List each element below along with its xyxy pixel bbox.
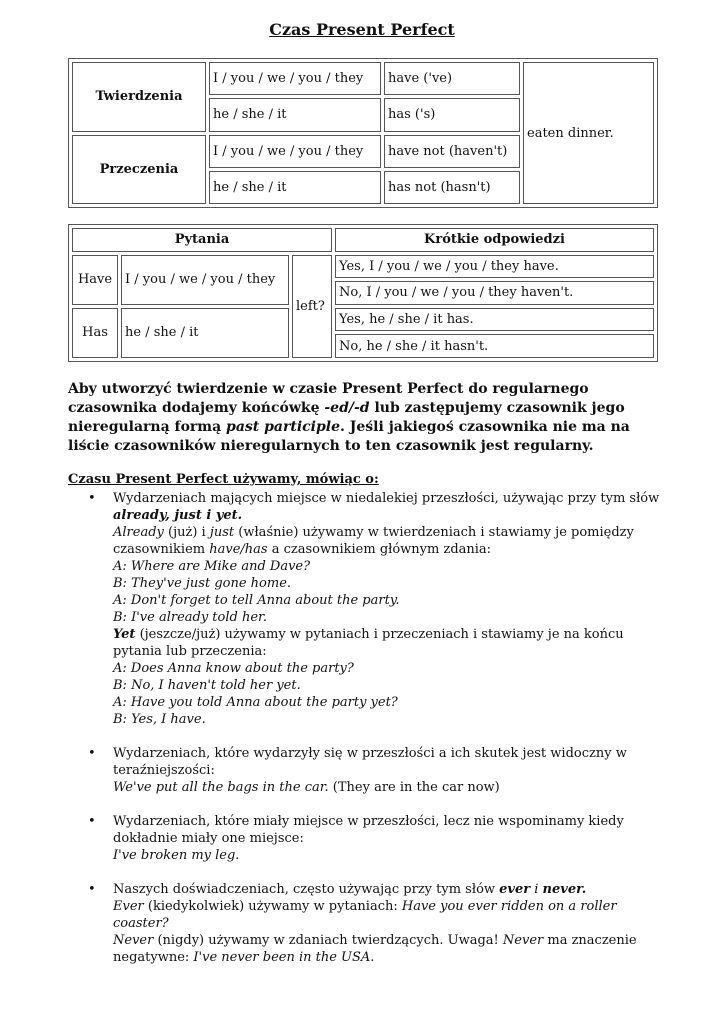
list-item bbox=[88, 745, 668, 796]
list-item bbox=[88, 490, 668, 728]
subject-plural-cell: I / you / we / you / they bbox=[209, 62, 381, 95]
item-text: i bbox=[530, 882, 543, 897]
forms-table bbox=[68, 58, 658, 208]
list-item bbox=[88, 881, 668, 966]
example-line: A: Where are Mike and Dave? bbox=[113, 559, 311, 574]
have-not-cell: have not (haven't) bbox=[384, 135, 520, 168]
answers-header: Krótkie odpowiedzi bbox=[335, 228, 654, 252]
rule-text: lub zastępujemy czasownik jego nieregularną formą bbox=[68, 400, 625, 435]
usage-list bbox=[88, 490, 668, 966]
item-text: Naszych doświadczeniach, często używając przy tym słów bbox=[113, 882, 500, 897]
already-explanation bbox=[113, 524, 668, 558]
item-text: (właśnie) używamy w twierdzeniach i stawiamy je pomiędzy czasownikiem bbox=[113, 525, 634, 557]
subject-singular-cell: he / she / it bbox=[121, 308, 289, 358]
item-text: Wydarzeniach, które wydarzyły się w przeszłości a ich skutek jest widoczny w teraźniejszości: bbox=[113, 746, 627, 778]
example-line: B: They've just gone home. bbox=[113, 576, 292, 591]
twierdzenia-label: Twierdzenia bbox=[72, 62, 206, 132]
example-line: I've broken my leg. bbox=[113, 848, 240, 863]
keywords-text: already, just i yet. bbox=[113, 508, 243, 523]
never-word: Never bbox=[113, 933, 154, 948]
example-line: A: Does Anna know about the party? bbox=[113, 661, 354, 676]
example-line bbox=[113, 779, 668, 796]
przeczenia-label: Przeczenia bbox=[72, 135, 206, 205]
item-text: (kiedykolwiek) używamy w pytaniach: bbox=[143, 899, 402, 914]
has-not-cell: has not (hasn't) bbox=[384, 171, 520, 204]
rule-paragraph bbox=[68, 380, 668, 456]
example-line: B: No, I haven't told her yet. bbox=[113, 678, 301, 693]
subject-plural-cell: I / you / we / you / they bbox=[209, 135, 381, 168]
example-text: We've put all the bags in the car. bbox=[113, 780, 329, 795]
ending-text: -ed/-d bbox=[324, 400, 370, 416]
questions-header: Pytania bbox=[72, 228, 332, 252]
example-line: A: Don't forget to tell Anna about the party. bbox=[113, 593, 400, 608]
ever-keyword: ever bbox=[499, 882, 531, 897]
example-text: I've never been in the USA. bbox=[193, 950, 375, 965]
answer-cell: No, he / she / it hasn't. bbox=[335, 334, 654, 358]
already-word: Already bbox=[113, 525, 164, 540]
rule-text: . Jeśli jakiegoś czasownika nie ma na liście czasowników nieregularnych to ten czasownik jest regularny. bbox=[68, 419, 630, 454]
item-text: a czasownikiem głównym zdania: bbox=[267, 542, 492, 557]
subject-plural-cell: I / you / we / you / they bbox=[121, 255, 289, 305]
answer-cell: Yes, he / she / it has. bbox=[335, 308, 654, 332]
never-word: Never bbox=[502, 933, 544, 948]
bullet-icon: • bbox=[88, 882, 96, 897]
item-text: (nigdy) używamy w zdaniach twierdzących. Uwaga! bbox=[153, 933, 503, 948]
ever-explanation bbox=[113, 898, 668, 932]
past-participle-text: past participle bbox=[226, 419, 341, 435]
answer-cell: Yes, I / you / we / you / they have. bbox=[335, 255, 654, 279]
example-text: Have you ever ridden on a roller coaster? bbox=[113, 899, 617, 931]
subject-singular-cell: he / she / it bbox=[209, 171, 381, 204]
bullet-icon: • bbox=[88, 814, 96, 829]
answer-cell: No, I / you / we / you / they haven't. bbox=[335, 281, 654, 305]
item-text: (już) i bbox=[163, 525, 210, 540]
have-has-word: have/has bbox=[209, 542, 268, 557]
note-text: (They are in the car now) bbox=[328, 780, 500, 795]
item-text: (jeszcze/już) używamy w pytaniach i przeczeniach i stawiamy je na końcu pytania lub przeczenia: bbox=[113, 627, 624, 659]
yet-explanation bbox=[113, 626, 668, 660]
object-cell: eaten dinner. bbox=[523, 62, 654, 204]
have-cell: Have bbox=[72, 255, 118, 305]
item-text: Wydarzeniach, które miały miejsce w przeszłości, lecz nie wspominamy kiedy dokładnie miały one miejsce: bbox=[113, 814, 624, 846]
example-line: B: Yes, I have. bbox=[113, 712, 206, 727]
has-s-cell: has ('s) bbox=[384, 98, 520, 131]
page-title: Czas Present Perfect bbox=[269, 20, 455, 39]
have-ve-cell: have ('ve) bbox=[384, 62, 520, 95]
example-line: B: I've already told her. bbox=[113, 610, 267, 625]
item-text: Wydarzeniach mających miejsce w niedalekiej przeszłości, używając przy tym słów bbox=[113, 491, 660, 506]
list-item bbox=[88, 813, 668, 864]
never-keyword: never. bbox=[542, 882, 587, 897]
subject-singular-cell: he / she / it bbox=[209, 98, 381, 131]
just-word: just bbox=[209, 525, 235, 540]
usage-heading: Czasu Present Perfect używamy, mówiąc o: bbox=[68, 472, 379, 487]
example-line: A: Have you told Anna about the party yet? bbox=[113, 695, 398, 710]
ever-word: Ever bbox=[113, 899, 144, 914]
item-text: ma znaczenie negatywne: bbox=[113, 933, 637, 965]
questions-table bbox=[68, 224, 658, 362]
bullet-icon: • bbox=[88, 746, 96, 761]
bullet-icon: • bbox=[88, 491, 96, 506]
never-explanation bbox=[113, 932, 668, 966]
yet-word: Yet bbox=[113, 627, 136, 642]
verb-cell: left? bbox=[292, 255, 332, 358]
rule-text: Aby utworzyć twierdzenie w czasie Present Perfect do regularnego czasownika dodajemy końcówkę bbox=[68, 381, 589, 416]
has-cell: Has bbox=[72, 308, 118, 358]
